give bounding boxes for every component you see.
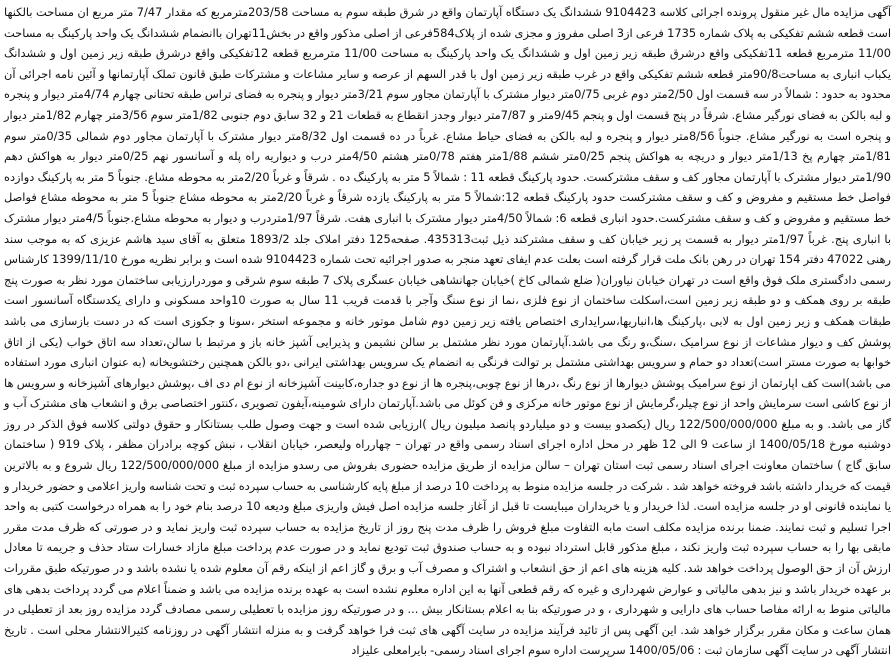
auction-notice-body: آگهی مزایده مال غیر منقول پرونده اجرائی کلاسه 9104423 ششدانگ یک دستگاه آپارتمان واقع در شرق طبقه سوم به مساحت 203/58مترمربع که مقدار 7/47 متر مربع ان مساحت بالکنها است قطعه ششم تفکیکی به پلاک شماره 1735 فرعی از3 اصلی مفروز و مجزی شده از پلاک584فرعی از اصلی مذکور واقع در بخش11تهران باانضمام ششدانگ یک واحد پارکینگ به مساحت 11/00 مترمربع قطعه 11تفکیکی واقع درشرق طبقه زیر زمین اول و ششدانگ یک واحد پارکینگ به مساحت 11/00 مترمربع قطعه 12تفکیکی واقع درشرق طبقه زیر زمین اول و ششدانگ یکباب انباری به مساحت90/8متر قطعه ششم تفکیکی واقع در غرب طبقه زیر زمین اول با قدر السهم از عرصه و سایر مشاعات و مشترکات طبق قانون تملک آپارتمانها و آئین نامه اجرائی آن محدود به حدود : شمالاً در سه قسمت اول 2/50متر دوم غربی 0/75متر دیوار مشترک با آپارتمان مجاور سوم 3/21متر دیوار و پنجره به فضای تراس طبقه تحتانی چهارم 4/74متر دیوار و پنجره و لبه بالکن به فضای نورگیر مشاع. شرقاً در پنج قسمت اول و پنجم 9/45متر و 7/87متر دیوار وجدز انقطاع به قطعات 21 و 32 سابق دوم جنوبی 1/82متر سوم 3/56متر چهارم 1/82متر دیوار و پنجره است به نورگیر مشاع. جنوباً 8/56متر دیوار و پنجره و لبه بالکن به فضای حیاط مشاع. غرباً در ده قسمت اول 8/32متر دیوار مشترک با آپارتمان مجاور دوم شمالی 0/35متر سوم 1/81متر چهارم پخ 1/13متر دیوار و دریچه به هواکش پنجم 0/25متر ششم 1/88متر هفتم 0/78متر هشتم 4/50متر درب و دیواریه راه پله و آسانسور نهم 0/25متر دیوار به هواکش دهم 1/90متر دیوار مشترک با آپارتمان مجاور کف و سقف مشترکست. حدود پارکینگ قطعه 11 : شمالاً 5 متر به پارکینگ ده . شرقاً و غرباً 2/20متر به محوطه مشاع. جنوباً 5 متر به پارکینگ دوازده فواصل خط مستقیم و مفروض و کف و سقف مشترکست حدود پارکینگ قطعه 12:شمالاً 5 متر به پارکینگ یازده شرقاً و غرباً 2/20متر به محوطه مشاع جنوباً 5 متر به محوطه مشاع فواصل خط مستقیم و مفروض و کف و سقف مشترکست.حدود انباری قطعه 6: شمالاً 4/50متر دیوار مشترک با انباری هفت. شرقاً 1/97متردرب و دیوار به محوطه مشاع.جنوباً 4/5متر دیوار مشترک با انباری پنج. غرباً 1/97متر دیوار به قسمت پر زیر خیابان کف و سقف مشترکند ذیل ثبت435313. صفحه125 دفتر املاک جلد 1893/2 متعلق به آقای سید هاشم عزیزی که به موجب سند رهنی 47022 دفتر 154 تهران در رهن بانک ملت قرار گرفته است بعلت عدم ایفای تعهد منجر به صدور اجرائیه تحت شماره 9104423 شده است و برابر نظریه مورخ 1399/11/10 کارشناس رسمی دادگستری ملک فوق واقع است در تهران خیابان نیاوران( ضلع شمالی کاخ )خیابان جهانشاهی خیابان عسگری پلاک 7 طبقه سوم شرقی و موردرارزیابی ساختمان مورد نظر به صورت پنج طبقه بر روی همکف و دو طبقه زیر زمین است،اسکلت ساختمان از نوع فلزی ،نما از نوع سنگ وآجر با قدمت قریب 11 سال به صورت 10واحد مسکونی و دارای یکدستگاه آسانسور است طبقات همکف و زیر زمین اول به لابی ،پارکینگ ها،انباریها،سرایداری اختصاص یافته زیر زمین دوم شامل موتور خانه و مجموعه استخر ،سونا و جکوزی است که در دست بازسازی می باشد پوشش کف و دیوار مشاعات از نوع سرامیک ،سنگ،و رنگ می باشد.آپارتمان مورد نظر مشتمل بر سالن نشیمن و پذیرایی آشپز خانه باز و مرتبط با سالن،تعداد سه اتاق خواب (یکی از اتاق خوابها به صورت مستر است)تعداد دو حمام و سرویس بهداشتی مشتمل بر توالت فرنگی به انضمام یک سرویس بهداشتی ایرانی ،دو بالکن همچنین رختشویخانه (به عنوان انباری مورد استفاده می باشد)است کف اپارتمان از نوع سرامیک پوشش دیوارها از نوع رنگ ،درها از نوع چوبی،پنجره ها از نوع دو جداره،کابینت آشپزخانه از نوع ام دی اف ،پوشش دیوارهای آشپزخانه و سرویس ها از نوع کاشی است سرمایش واحد از نوع چیلر،گرمایش از نوع موتور خانه مرکزی و فن کوئل می باشد.آپارتمان دارای شومینه،آیفون تصویری ،کنتور اختصاصی برق و انشعاب های مشترک آب و گاز می باشد. و به مبلغ 122/500/000/000 ریال (یکصدو بیست و دو میلیاردو پانصد میلیون ریال )ارزیابی شده است و جهت وصول طلب بستانکار و حقوق دولتی کلاسه فوق الذکر در روز دوشنبه مورخ 1400/05/18 از ساعت 9 الی 12 ظهر در محل اداره اجرای اسناد رسمی واقع در تهران – چهارراه ولیعصر، خیابان انقلاب ، نبش کوچه برادران مظفر ، پلاک 919 ( ساختمان سابق گاج ) ساختمان معاونت اجرای اسناد رسمی ثبت استان تهران – سالن مزایده از طریق مزایده حضوری بفروش می رسدو مزایده از مبلغ 122/500/000/000 ریال شروع و به بالاترین قیمت که خریدار داشته باشد فروخته خواهد شد . شرکت در جلسه مزایده منوط به پرداخت 10 درصد از مبلغ پایه کارشناسی به حساب سپرده ثبت و تحت شناسه واریز اعلامی و حضور خریدار و یا نماینده قانونی او در جلسه مزایده است. لذا خریدار و یا خریداران میبایست تا قبل از آغاز جلسه مزایده اصل فیش واریزی مبلغ ودیعه 10 درصد بنام خود را به همراه درخواست کتبی به واحد اجرا تسلیم و ثبت نمایند. ضمنا برنده مزایده مکلف است مابه التفاوت مبلغ فروش را ظرف مدت پنج روز از تاریخ مزایده به حساب سپرده ثبت واریز نماید و در صورتی که ظرف مدت مقرر مابقی بها را به حساب سپرده ثبت واریز نکند ، مبلغ مذکور قابل استرداد نبوده و به حساب صندوق ثبت تودیع نماید و در صورت عدم پرداخت مبلغ مازاد خسارات ستاد حذف و جریمه تا معادل ارزش آن از حق الوصول پرداخت خواهد شد. کلیه هزینه های اعم از حق انشعاب و اشتراک و مصرف آب و برق و گاز اعم از اینکه رقم آن معلوم شده یا نشده باشد و در صورتیکه طبق مقررات بر عهده خریدار باشد و نیز بدهی مالیاتی و عوارض شهرداری و غیره که رقم قطعی آنها به این اداره معلوم نشده است به عهده برنده مزایده می باشد و ضمناً اعلام می گردد پرداخت بدهی های مالیاتی منوط به ارائه مفاصا حساب های دارایی و شهرداری ، و در صورتیکه بنا به اعلام بستانکار بیش ... و در صورتیکه روز مزایده با تعطیلی رسمی مصادف گردد مزایده روز بعد از تعطیلی در همان ساعت و مکان مقرر برگزار خواهد شد. این آگهی پس از تائید فرآیند مزایده در سایت آگهی های ثبت فرا خواهد گرفت و به منزله انتشار آگهی در روزنامه کثیرالانتشار محلی است . تاریخ انتشار آگهی در سایت آگهی سازمان ثبت : 1400/05/06 سرپرست اداره سوم اجرای اسناد رسمی- بایرامعلی علیزاد xyxy=(4,5,892,658)
